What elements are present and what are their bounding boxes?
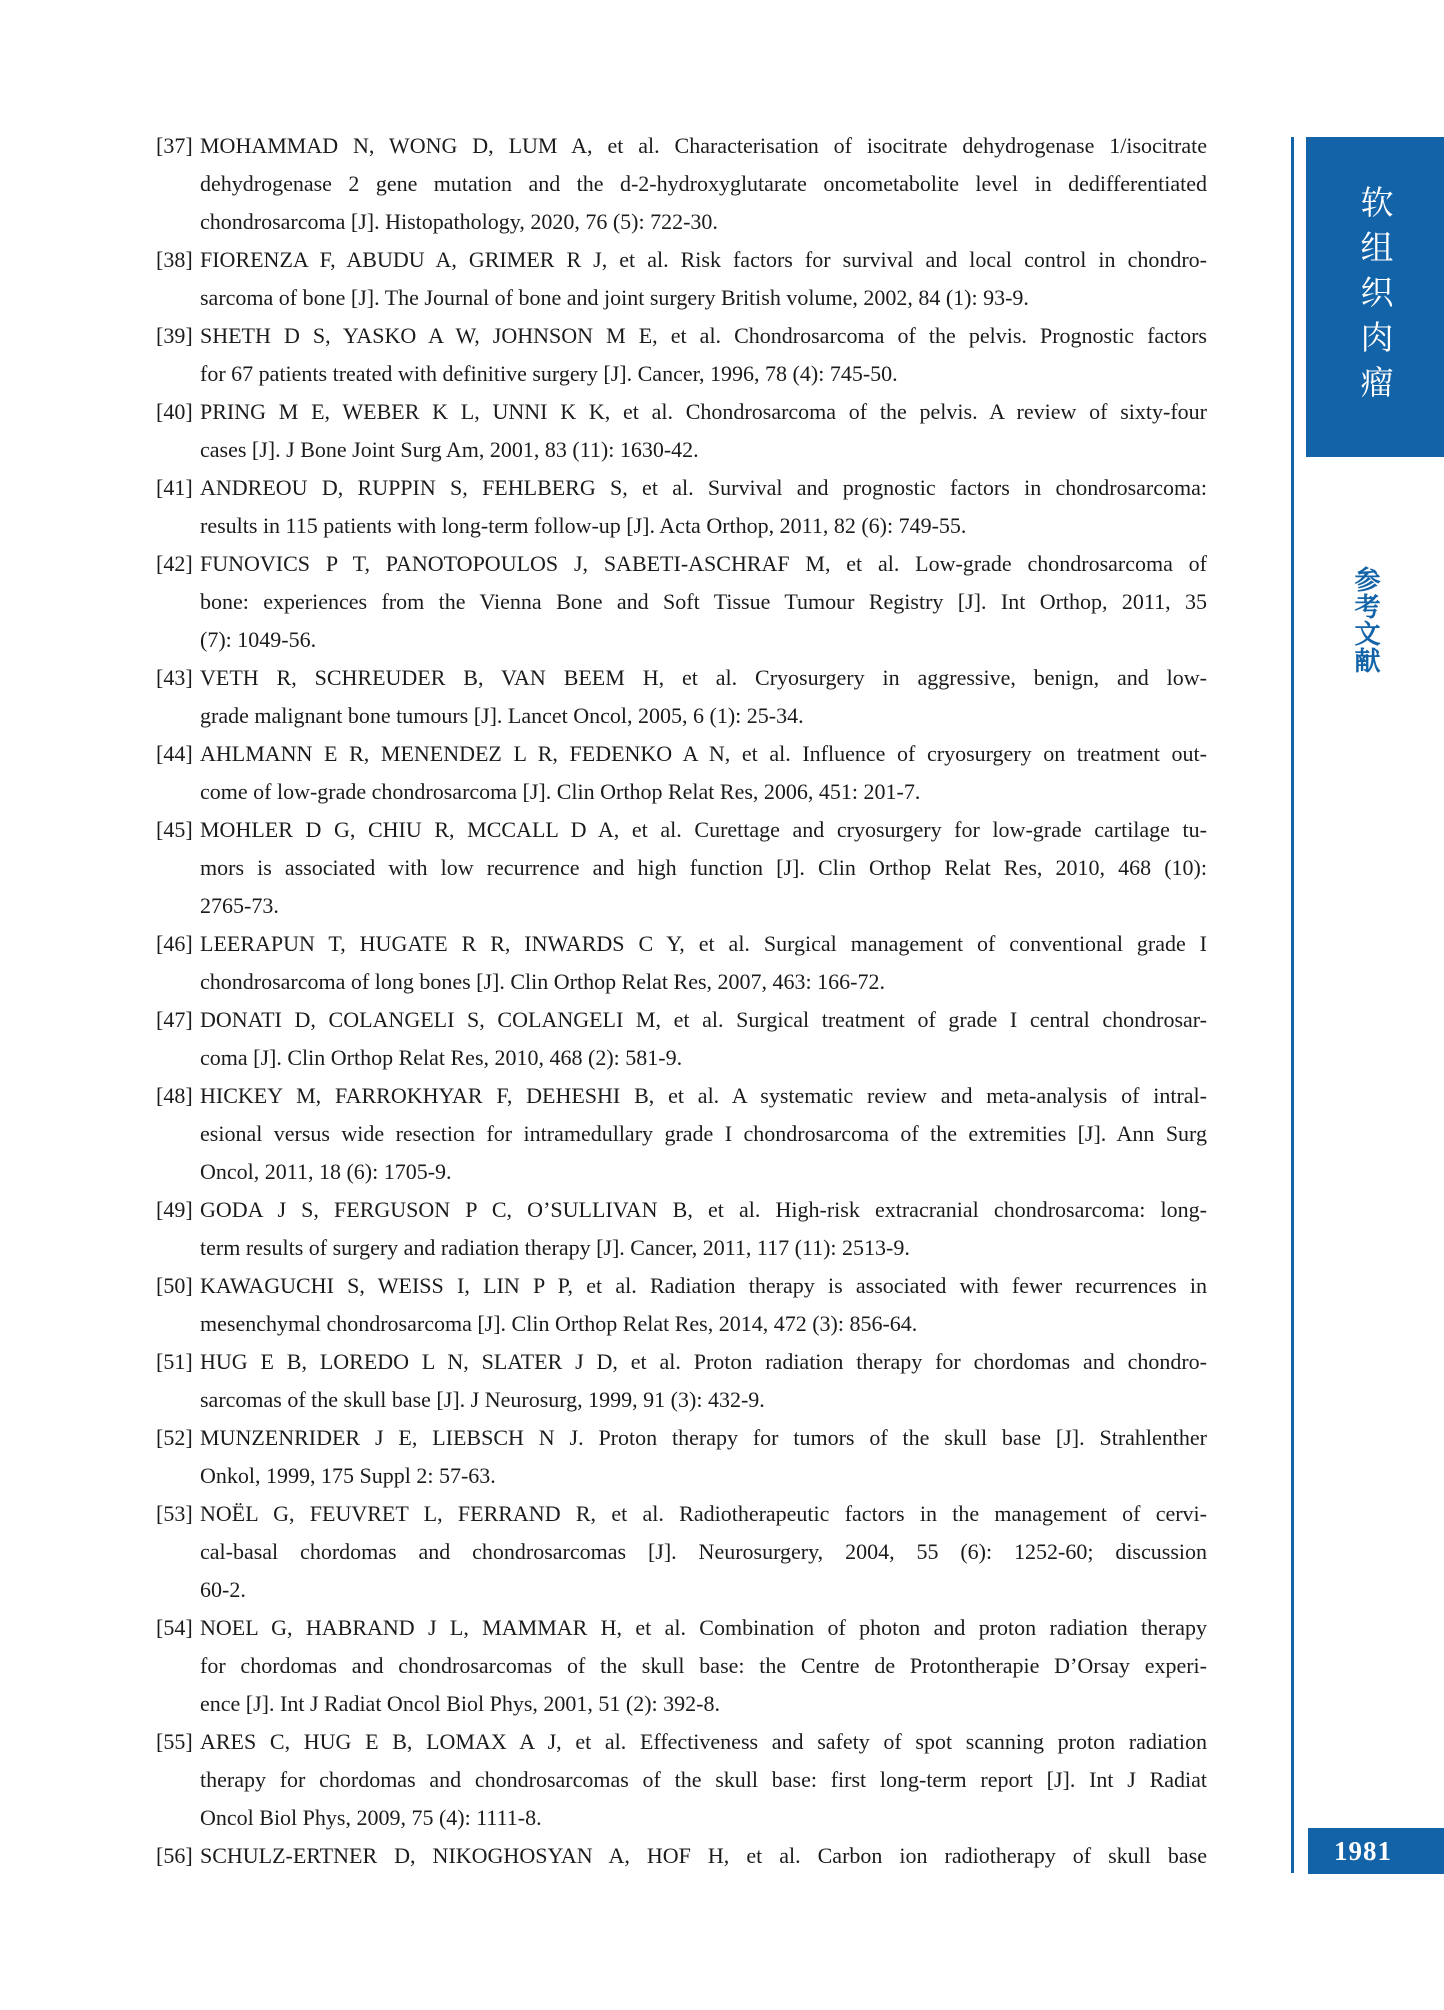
reference-number: [50] xyxy=(156,1273,193,1298)
reference-item xyxy=(156,1191,1207,1267)
reference-item xyxy=(156,1001,1207,1077)
reference-line: MUNZENRIDER J E, LIEBSCH N J. Proton therapy for tumors of the skull base [J]. Strahlenther xyxy=(200,1425,1207,1450)
reference-item xyxy=(156,1267,1207,1343)
reference-item xyxy=(156,545,1207,659)
chapter-tab-label: 软组织肉瘤 xyxy=(1356,184,1394,410)
reference-line: HUG E B, LOREDO L N, SLATER J D, et al. Proton radiation therapy for chordomas and chondro- xyxy=(200,1349,1207,1374)
reference-line: 2765-73. xyxy=(200,893,279,918)
reference-number: [37] xyxy=(156,133,193,158)
reference-line: dehydrogenase 2 gene mutation and the d-2-hydroxyglutarate oncometabolite level in dedifferentiated xyxy=(200,171,1207,196)
reference-item xyxy=(156,1495,1207,1609)
reference-number: [55] xyxy=(156,1729,193,1754)
reference-line: bone: experiences from the Vienna Bone and Soft Tissue Tumour Registry [J]. Int Orthop, 2011, 35 xyxy=(200,589,1207,614)
reference-line: SHETH D S, YASKO A W, JOHNSON M E, et al. Chondrosarcoma of the pelvis. Prognostic factors xyxy=(200,323,1207,348)
reference-line: sarcoma of bone [J]. The Journal of bone and joint surgery British volume, 2002, 84 (1): 93-9. xyxy=(200,285,1029,310)
reference-line: results in 115 patients with long-term follow-up [J]. Acta Orthop, 2011, 82 (6): 749-55. xyxy=(200,513,967,538)
reference-line: KAWAGUCHI S, WEISS I, LIN P P, et al. Radiation therapy is associated with fewer recurrences in xyxy=(200,1273,1207,1298)
reference-line: MOHLER D G, CHIU R, MCCALL D A, et al. Curettage and cryosurgery for low-grade cartilage tu- xyxy=(200,817,1207,842)
reference-line: chondrosarcoma [J]. Histopathology, 2020, 76 (5): 722-30. xyxy=(200,209,718,234)
reference-line: mors is associated with low recurrence and high function [J]. Clin Orthop Relat Res, 2010, 468 (10): xyxy=(200,855,1207,880)
reference-number: [47] xyxy=(156,1007,193,1032)
reference-line: Onkol, 1999, 175 Suppl 2: 57-63. xyxy=(200,1463,496,1488)
reference-line: term results of surgery and radiation therapy [J]. Cancer, 2011, 117 (11): 2513-9. xyxy=(200,1235,910,1260)
reference-line: for 67 patients treated with definitive surgery [J]. Cancer, 1996, 78 (4): 745-50. xyxy=(200,361,898,386)
reference-number: [53] xyxy=(156,1501,193,1526)
reference-item xyxy=(156,659,1207,735)
reference-number: [45] xyxy=(156,817,193,842)
references-list xyxy=(156,127,1207,1875)
reference-item xyxy=(156,811,1207,925)
reference-line: FIORENZA F, ABUDU A, GRIMER R J, et al. Risk factors for survival and local control in chondro- xyxy=(200,247,1207,272)
reference-number: [51] xyxy=(156,1349,193,1374)
reference-number: [43] xyxy=(156,665,193,690)
reference-line: come of low-grade chondrosarcoma [J]. Clin Orthop Relat Res, 2006, 451: 201-7. xyxy=(200,779,921,804)
reference-line: VETH R, SCHREUDER B, VAN BEEM H, et al. Cryosurgery in aggressive, benign, and low- xyxy=(200,665,1207,690)
reference-item xyxy=(156,393,1207,469)
reference-line: chondrosarcoma of long bones [J]. Clin Orthop Relat Res, 2007, 463: 166-72. xyxy=(200,969,885,994)
reference-line: AHLMANN E R, MENENDEZ L R, FEDENKO A N, et al. Influence of cryosurgery on treatment out- xyxy=(200,741,1207,766)
reference-item xyxy=(156,1609,1207,1723)
reference-line: cases [J]. J Bone Joint Surg Am, 2001, 83 (11): 1630-42. xyxy=(200,437,699,462)
reference-item xyxy=(156,1077,1207,1191)
reference-line: ence [J]. Int J Radiat Oncol Biol Phys, 2001, 51 (2): 392-8. xyxy=(200,1691,720,1716)
reference-line: LEERAPUN T, HUGATE R R, INWARDS C Y, et al. Surgical management of conventional grade I xyxy=(200,931,1207,956)
reference-number: [48] xyxy=(156,1083,193,1108)
reference-line: sarcomas of the skull base [J]. J Neurosurg, 1999, 91 (3): 432-9. xyxy=(200,1387,765,1412)
reference-item xyxy=(156,1723,1207,1837)
reference-number: [38] xyxy=(156,247,193,272)
reference-number: [41] xyxy=(156,475,193,500)
reference-line: 60-2. xyxy=(200,1577,246,1602)
reference-item xyxy=(156,1419,1207,1495)
reference-item xyxy=(156,1343,1207,1419)
reference-line: for chordomas and chondrosarcomas of the skull base: the Centre de Protontherapie D’Orsay experi- xyxy=(200,1653,1207,1678)
reference-item xyxy=(156,317,1207,393)
chapter-tab xyxy=(1306,137,1444,457)
reference-number: [44] xyxy=(156,741,193,766)
reference-number: [49] xyxy=(156,1197,193,1222)
reference-line: Oncol Biol Phys, 2009, 75 (4): 1111-8. xyxy=(200,1805,542,1830)
reference-item xyxy=(156,925,1207,1001)
reference-line: Oncol, 2011, 18 (6): 1705-9. xyxy=(200,1159,452,1184)
reference-line: NOËL G, FEUVRET L, FERRAND R, et al. Radiotherapeutic factors in the management of cervi- xyxy=(200,1501,1207,1526)
reference-line: (7): 1049-56. xyxy=(200,627,317,652)
page-number-badge xyxy=(1308,1828,1444,1874)
reference-line: HICKEY M, FARROKHYAR F, DEHESHI B, et al. A systematic review and meta-analysis of intral- xyxy=(200,1083,1207,1108)
reference-number: [39] xyxy=(156,323,193,348)
reference-line: FUNOVICS P T, PANOTOPOULOS J, SABETI-ASCHRAF M, et al. Low-grade chondrosarcoma of xyxy=(200,551,1207,576)
reference-line: esional versus wide resection for intramedullary grade I chondrosarcoma of the extremities [J]. Ann Surg xyxy=(200,1121,1207,1146)
reference-line: SCHULZ-ERTNER D, NIKOGHOSYAN A, HOF H, et al. Carbon ion radiotherapy of skull base xyxy=(200,1843,1207,1868)
reference-number: [54] xyxy=(156,1615,193,1640)
reference-item xyxy=(156,1837,1207,1875)
reference-item xyxy=(156,469,1207,545)
reference-line: ANDREOU D, RUPPIN S, FEHLBERG S, et al. Survival and prognostic factors in chondrosarcoma: xyxy=(200,475,1207,500)
reference-number: [56] xyxy=(156,1843,193,1868)
reference-item xyxy=(156,127,1207,241)
reference-number: [40] xyxy=(156,399,193,424)
page-number: 1981 xyxy=(1334,1835,1392,1866)
reference-line: GODA J S, FERGUSON P C, O’SULLIVAN B, et al. High-risk extracranial chondrosarcoma: long- xyxy=(200,1197,1207,1222)
reference-line: grade malignant bone tumours [J]. Lancet Oncol, 2005, 6 (1): 25-34. xyxy=(200,703,804,728)
reference-line: PRING M E, WEBER K L, UNNI K K, et al. Chondrosarcoma of the pelvis. A review of sixty-four xyxy=(200,399,1207,424)
reference-line: ARES C, HUG E B, LOMAX A J, et al. Effectiveness and safety of spot scanning proton radiation xyxy=(200,1729,1207,1754)
reference-line: NOEL G, HABRAND J L, MAMMAR H, et al. Combination of photon and proton radiation therapy xyxy=(200,1615,1207,1640)
reference-number: [52] xyxy=(156,1425,193,1450)
reference-line: cal-basal chordomas and chondrosarcomas [J]. Neurosurgery, 2004, 55 (6): 1252-60; discussion xyxy=(200,1539,1207,1564)
reference-number: [42] xyxy=(156,551,193,576)
reference-item xyxy=(156,735,1207,811)
reference-item xyxy=(156,241,1207,317)
reference-line: MOHAMMAD N, WONG D, LUM A, et al. Characterisation of isocitrate dehydrogenase 1/isocitrate xyxy=(200,133,1207,158)
sidebar-rule xyxy=(1291,137,1294,1873)
section-label: 参考文献 xyxy=(1351,566,1380,674)
reference-line: DONATI D, COLANGELI S, COLANGELI M, et al. Surgical treatment of grade I central chondrosar- xyxy=(200,1007,1207,1032)
reference-number: [46] xyxy=(156,931,193,956)
reference-line: mesenchymal chondrosarcoma [J]. Clin Orthop Relat Res, 2014, 472 (3): 856-64. xyxy=(200,1311,918,1336)
reference-line: therapy for chordomas and chondrosarcomas of the skull base: first long-term report [J]. Int J Radiat xyxy=(200,1767,1207,1792)
reference-line: coma [J]. Clin Orthop Relat Res, 2010, 468 (2): 581-9. xyxy=(200,1045,683,1070)
